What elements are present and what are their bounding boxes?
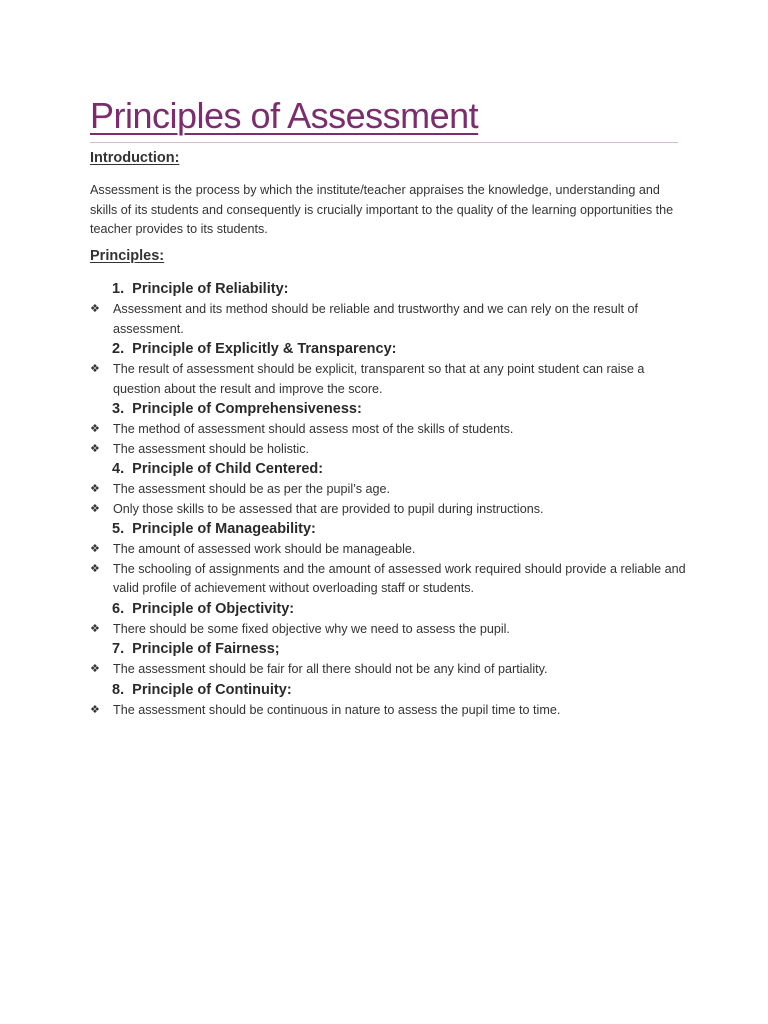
bullet-item <box>90 480 690 500</box>
bullet-item <box>90 440 690 460</box>
principle-heading <box>90 639 690 660</box>
bullet-text: There should be some fixed objective why we need to assess the pupil. <box>113 621 510 636</box>
principle-item <box>90 680 690 721</box>
bullet-item <box>90 560 690 599</box>
principle-item <box>90 279 690 339</box>
diamond-bullet-icon: ❖ <box>90 562 100 575</box>
principle-number: 8. <box>112 681 125 698</box>
bullet-text: The assessment should be continuous in nature to assess the pupil time to time. <box>113 702 561 717</box>
principle-item <box>90 639 690 680</box>
principle-number: 6. <box>112 600 125 617</box>
title-divider <box>90 142 678 143</box>
principle-item <box>90 519 690 599</box>
principle-heading <box>90 459 690 480</box>
diamond-bullet-icon: ❖ <box>90 502 100 515</box>
diamond-bullet-icon: ❖ <box>90 543 100 555</box>
principles-heading: Principles: <box>90 248 165 264</box>
principle-number: 2. <box>112 341 125 357</box>
bullet-text: The assessment should be fair for all there should not be any kind of partiality. <box>113 662 548 676</box>
principle-number: 7. <box>112 641 125 657</box>
principle-heading <box>90 399 690 420</box>
bullet-text: Only those skills to be assessed that are provided to pupil during instructions. <box>113 501 544 516</box>
principle-heading <box>90 279 690 300</box>
diamond-bullet-icon: ❖ <box>90 423 100 435</box>
diamond-bullet-icon: ❖ <box>90 442 100 455</box>
diamond-bullet-icon: ❖ <box>90 622 100 635</box>
principle-heading <box>90 519 690 540</box>
bullet-item <box>90 300 690 339</box>
bullet-text: The amount of assessed work should be manageable. <box>113 542 416 556</box>
bullet-item <box>90 540 690 560</box>
intro-heading: Introduction: <box>90 150 180 166</box>
principle-item <box>90 599 690 640</box>
bullet-text: The schooling of assignments and the amount of assessed work required should provide a reliable and valid profile of achievement without overloading staff or students. <box>113 561 686 595</box>
principles-list <box>90 279 690 720</box>
principle-title: Principle of Continuity: <box>132 681 292 698</box>
principle-title: Principle of Fairness; <box>132 641 280 657</box>
diamond-bullet-icon: ❖ <box>90 303 100 315</box>
principle-title: Principle of Explicitly & Transparency: <box>132 341 397 357</box>
principle-number: 3. <box>112 401 125 417</box>
bullet-text: Assessment and its method should be reliable and trustworthy and we can rely on the result of assessment. <box>113 302 639 336</box>
principle-item <box>90 459 690 519</box>
diamond-bullet-icon: ❖ <box>90 703 100 716</box>
principle-heading <box>90 599 690 620</box>
principle-heading <box>90 339 690 360</box>
bullet-item <box>90 420 690 440</box>
bullet-text: The method of assessment should assess most of the skills of students. <box>113 422 514 436</box>
principle-title: Principle of Reliability: <box>132 281 289 297</box>
diamond-bullet-icon: ❖ <box>90 663 100 675</box>
principle-item <box>90 339 690 399</box>
principle-number: 1. <box>112 281 125 297</box>
bullet-item <box>90 701 690 721</box>
diamond-bullet-icon: ❖ <box>90 483 100 495</box>
principle-number: 4. <box>112 461 125 477</box>
principle-item <box>90 399 690 459</box>
principle-number: 5. <box>112 521 125 537</box>
principle-title: Principle of Child Centered: <box>132 461 324 477</box>
bullet-text: The assessment should be holistic. <box>113 441 310 456</box>
principle-title: Principle of Comprehensiveness: <box>132 401 362 417</box>
intro-paragraph: Assessment is the process by which the institute/teacher appraises the knowledge, understanding and skills of its students and consequently is crucially important to the quality of the learning opportunities the teacher provides to its students. <box>90 183 674 236</box>
bullet-text: The result of assessment should be explicit, transparent so that at any point student can raise a question about the result and improve the score. <box>113 362 645 396</box>
bullet-item <box>90 660 690 680</box>
principle-title: Principle of Manageability: <box>132 521 316 537</box>
principle-title: Principle of Objectivity: <box>132 600 295 617</box>
page-title: Principles of Assessment <box>90 95 479 136</box>
bullet-item <box>90 360 690 399</box>
bullet-item <box>90 500 690 520</box>
diamond-bullet-icon: ❖ <box>90 363 100 375</box>
bullet-item <box>90 620 690 640</box>
principle-heading <box>90 680 690 701</box>
bullet-text: The assessment should be as per the pupil’s age. <box>113 482 391 496</box>
